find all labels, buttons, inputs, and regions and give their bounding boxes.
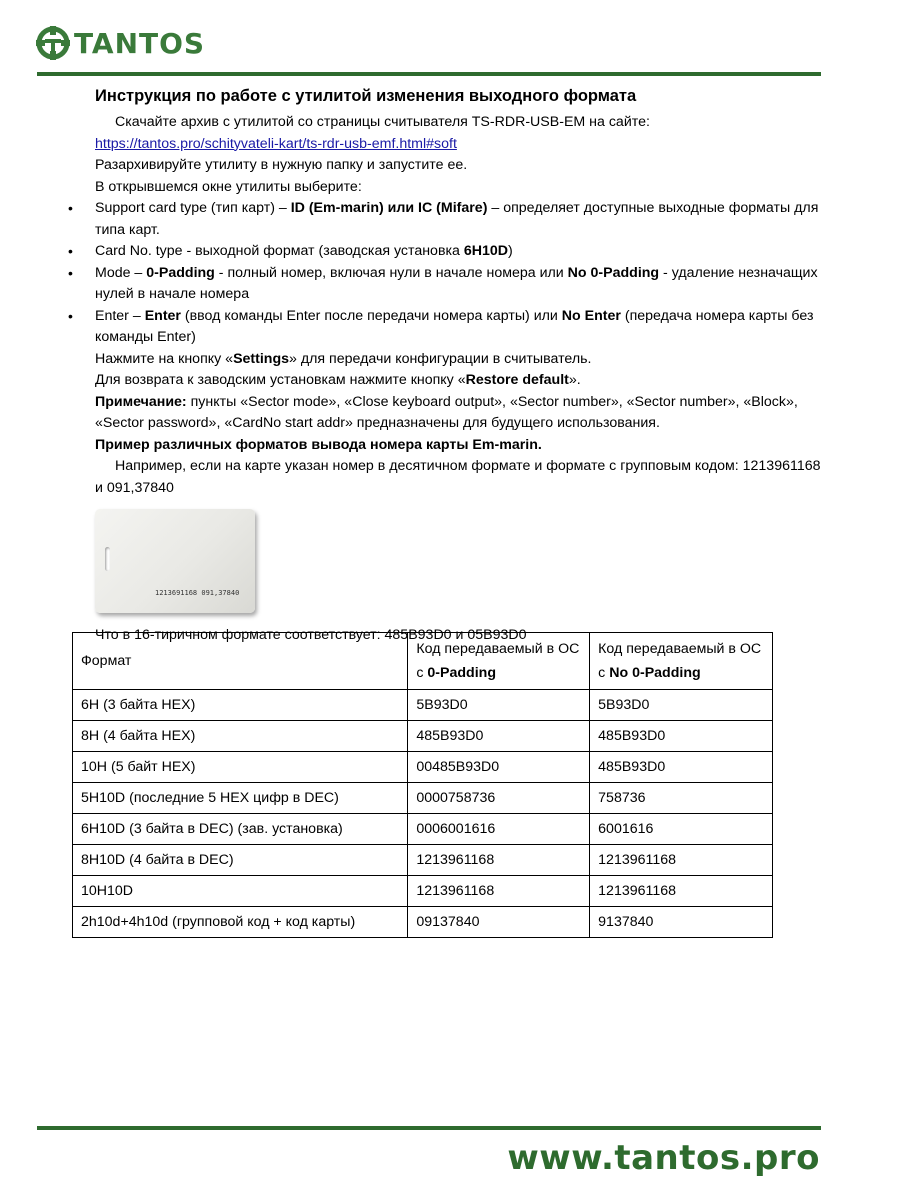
cell-no-padding: 758736 [590, 783, 773, 814]
tantos-logo-icon [36, 26, 70, 60]
tantos-logo [36, 26, 205, 60]
header-divider [37, 72, 821, 76]
cell-no-padding: 485B93D0 [590, 752, 773, 783]
table-row [73, 814, 773, 845]
cell-format: 6H (3 байта HEX) [73, 690, 408, 721]
table-row [73, 907, 773, 938]
logo-text: TANTOS [74, 26, 206, 60]
list-item: • Support card type (тип карт) – ID (Em-marin) или IC (Mifare) – определяет доступные выходные форматы для типа карт. [68, 200, 819, 238]
cell-no-padding: 1213961168 [590, 845, 773, 876]
table-row [73, 721, 773, 752]
document-title: Инструкция по работе с утилитой изменения выходного формата [95, 87, 637, 105]
settings-list [68, 198, 830, 349]
header-no-padding: Код передаваемый в ОС с No 0-Padding [590, 633, 773, 690]
table-row [73, 876, 773, 907]
cell-padding: 1213961168 [408, 876, 590, 907]
cell-padding: 1213961168 [408, 845, 590, 876]
download-instruction: Скачайте архив с утилитой со страницы считывателя TS-RDR-USB-EM на сайте: [115, 114, 650, 130]
select-instruction: В открывшемся окне утилиты выберите: [95, 178, 362, 195]
hex-conversion-text: Что в 16-тиричном формате соответствует: 485B93D0 и 05B93D0 [95, 627, 527, 643]
list-item: • Enter – Enter (ввод команды Enter после передачи номера карты) или No Enter (передача номера карты без команды Enter) [68, 307, 814, 345]
footer-divider [37, 1126, 821, 1130]
download-link[interactable]: https://tantos.pro/schityvateli-kart/ts-rdr-usb-emf.html#soft [95, 135, 457, 152]
header-padding: Код передаваемый в ОС с 0-Padding [408, 633, 590, 690]
table-row [73, 752, 773, 783]
card-slot [105, 547, 110, 571]
bullet-icon: • [68, 307, 73, 324]
cell-format: 8H (4 байта HEX) [73, 721, 408, 752]
card-photo [95, 509, 259, 619]
cell-no-padding: 1213961168 [590, 876, 773, 907]
cell-format: 6H10D (3 байта в DEC) (зав. установка) [73, 814, 408, 845]
cell-format: 8H10D (4 байта в DEC) [73, 845, 408, 876]
list-item: • Card No. type - выходной формат (заводская установка 6H10D) [95, 241, 830, 263]
cell-padding: 5B93D0 [408, 690, 590, 721]
bullet-icon: • [68, 200, 73, 216]
table-row [73, 845, 773, 876]
note-label: Примечание: [95, 393, 187, 410]
card-printed-number: 1213691168 091,37840 [155, 588, 240, 597]
document-body [68, 84, 830, 647]
format-table [72, 632, 773, 938]
table-header-row [73, 633, 773, 690]
bullet-icon: • [68, 243, 73, 259]
list-item: • Mode – 0-Padding - полный номер, включая нули в начале номера или No 0-Padding - удаление незначащих нулей в начале номера [68, 264, 818, 302]
footer-website[interactable]: www.tantos.pro [507, 1138, 820, 1178]
cell-padding: 0006001616 [408, 814, 590, 845]
header-format: Формат [73, 633, 408, 690]
cell-format: 5H10D (последние 5 HEX цифр в DEC) [73, 783, 408, 814]
cell-format: 10H10D [73, 876, 408, 907]
cell-no-padding: 6001616 [590, 814, 773, 845]
unpack-instruction: Разархивируйте утилиту в нужную папку и запустите ее. [95, 157, 468, 173]
cell-format: 10H (5 байт HEX) [73, 752, 408, 783]
cell-no-padding: 485B93D0 [590, 721, 773, 752]
cell-padding: 0000758736 [408, 783, 590, 814]
cell-padding: 09137840 [408, 907, 590, 938]
restore-instruction: Для возврата к заводским установкам нажмите кнопку «Restore default». [95, 372, 581, 388]
cell-padding: 00485B93D0 [408, 752, 590, 783]
bullet-icon: • [68, 264, 73, 281]
proximity-card [95, 509, 255, 613]
cell-format: 2h10d+4h10d (групповой код + код карты) [73, 907, 408, 938]
cell-padding: 485B93D0 [408, 721, 590, 752]
example-heading: Пример различных форматов вывода номера карты Em-marin. [95, 436, 542, 453]
cell-no-padding: 5B93D0 [590, 690, 773, 721]
example-text: Например, если на карте указан номер в десятичном формате и формате с групповым кодом: 1213961168 и 091,37840 [95, 458, 821, 496]
settings-instruction: Нажмите на кнопку «Settings» для передачи конфигурации в считыватель. [95, 350, 592, 367]
table-row [73, 783, 773, 814]
note: Примечание: пункты «Sector mode», «Close keyboard output», «Sector number», «Sector number», «Block», «Sector password», «CardNo start addr» предназначены для будущего использования. [95, 393, 798, 431]
table-row [73, 690, 773, 721]
cell-no-padding: 9137840 [590, 907, 773, 938]
